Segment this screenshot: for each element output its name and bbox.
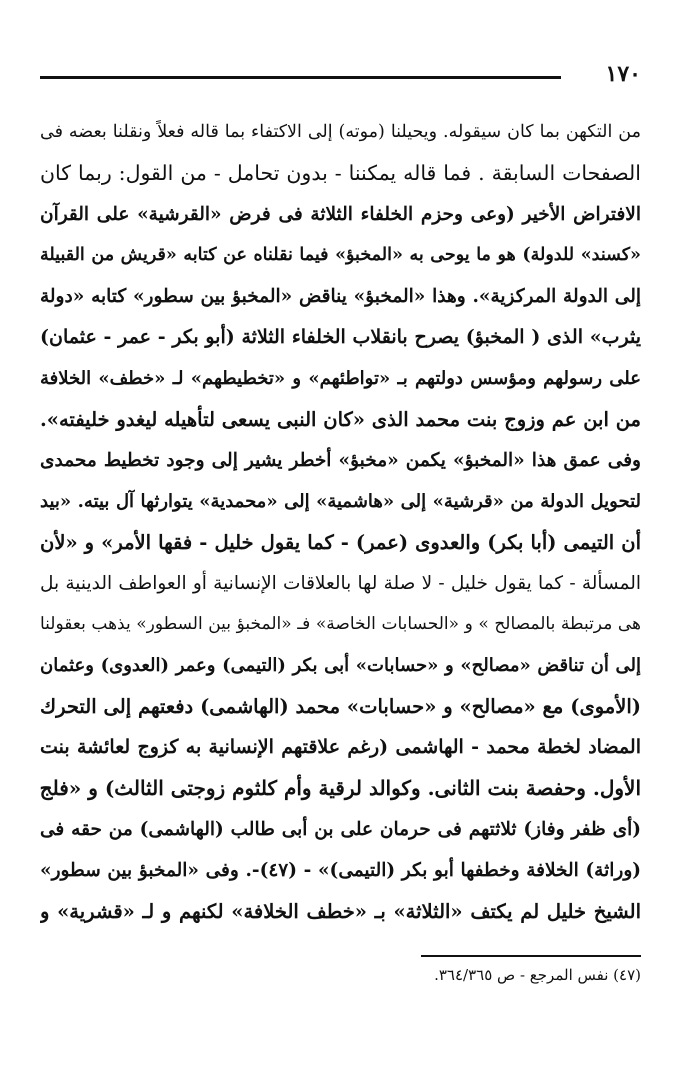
text-line: من ابن عم وزوج بنت محمد الذى «كان النبى يسعى لتأهيله ليغدو خليفته». [40, 408, 641, 431]
text-line: الافتراض الأخير (وعى وحزم الخلفاء الثلاثة فى فرض «القرشية» على القرآن [40, 204, 641, 225]
text-line: (الأموى) مع «مصالح» و «حسابات» محمد (الهاشمى) دفعتهم إلى التحرك [40, 695, 641, 718]
text-line: إلى الدولة المركزية». وهذا «المخبؤ» يناقض «المخبؤ بين سطور» كتابه «دولة [40, 286, 641, 307]
text-line: (أى ظفر وفاز) ثلاثتهم فى حرمان على بن أبى طالب (الهاشمى) من حقه فى [40, 819, 641, 840]
text-line: لتحويل الدولة من «قرشية» إلى «هاشمية» إلى «محمدية» يتوارثها آل بيته. «بيد [40, 491, 641, 512]
page-header [40, 60, 641, 90]
text-line: أن التيمى (أبا بكر) والعدوى (عمر) - كما يقول خليل - فقها الأمر» و «لأن [40, 531, 641, 554]
page-number: ١٧٠ [596, 60, 641, 88]
header-rule [40, 76, 561, 79]
text-line: (وراثة) الخلافة وخطفها أبو بكر (التيمى)» - (٤٧)-. وفى «المخبؤ بين سطور» [40, 860, 641, 881]
body-text [40, 112, 641, 932]
text-line: على رسولهم ومؤسس دولتهم بـ «تواطئهم» و «تخطيطهم» لـ «خطف» الخلافة [40, 368, 641, 389]
footnote-rule [421, 955, 641, 957]
text-line: وفى عمق هذا «المخبؤ» يكمن «مخبؤ» أخطر يشير إلى وجود تخطيط محمدى [40, 450, 641, 471]
footnote: (٤٧) نفس المرجع - ص ٣٦٤/٣٦٥. [434, 966, 641, 984]
text-line: من التكهن بما كان سيقوله. ويحيلنا (موته) إلى الاكتفاء بما قاله فعلاً ونقلنا بعضه فى [40, 122, 641, 142]
text-line: هى مرتبطة بالمصالح » و «الحسابات الخاصة» فـ «المخبؤ بين السطور» يذهب بعقولنا [40, 614, 641, 634]
text-line: إلى أن تناقض «مصالح» و «حسابات» أبى بكر (التيمى) وعمر (العدوى) وعثمان [40, 655, 641, 676]
text-line: المسألة - كما يقول خليل - لا صلة لها بالعلاقات الإنسانية أو العواطف الدينية بل [40, 573, 641, 594]
text-line: الشيخ خليل لم يكتف «الثلاثة» بـ «خطف الخلافة» لكنهم و لـ «قشرية» و [40, 900, 641, 923]
text-line: المضاد لخطة محمد - الهاشمى (رغم علاقتهم الإنسانية به كزوج لعائشة بنت [40, 736, 641, 758]
text-line: الصفحات السابقة . فما قاله يمكننا - بدون تحامل - من القول: ربما كان [40, 161, 641, 185]
text-line: يثرب» الذى ( المخبؤ) يصرح بانقلاب الخلفاء الثلاثة (أبو بكر - عمر - عثمان) [40, 326, 641, 348]
text-line: «كسند» للدولة) هو ما يوحى به «المخبؤ» فيما نقلناه عن كتابه «قريش من القبيلة [40, 245, 641, 265]
text-line: الأول. وحفصة بنت الثانى. وكوالد لرقية وأم كلثوم زوجتى الثالث) و «فلج [40, 776, 641, 800]
